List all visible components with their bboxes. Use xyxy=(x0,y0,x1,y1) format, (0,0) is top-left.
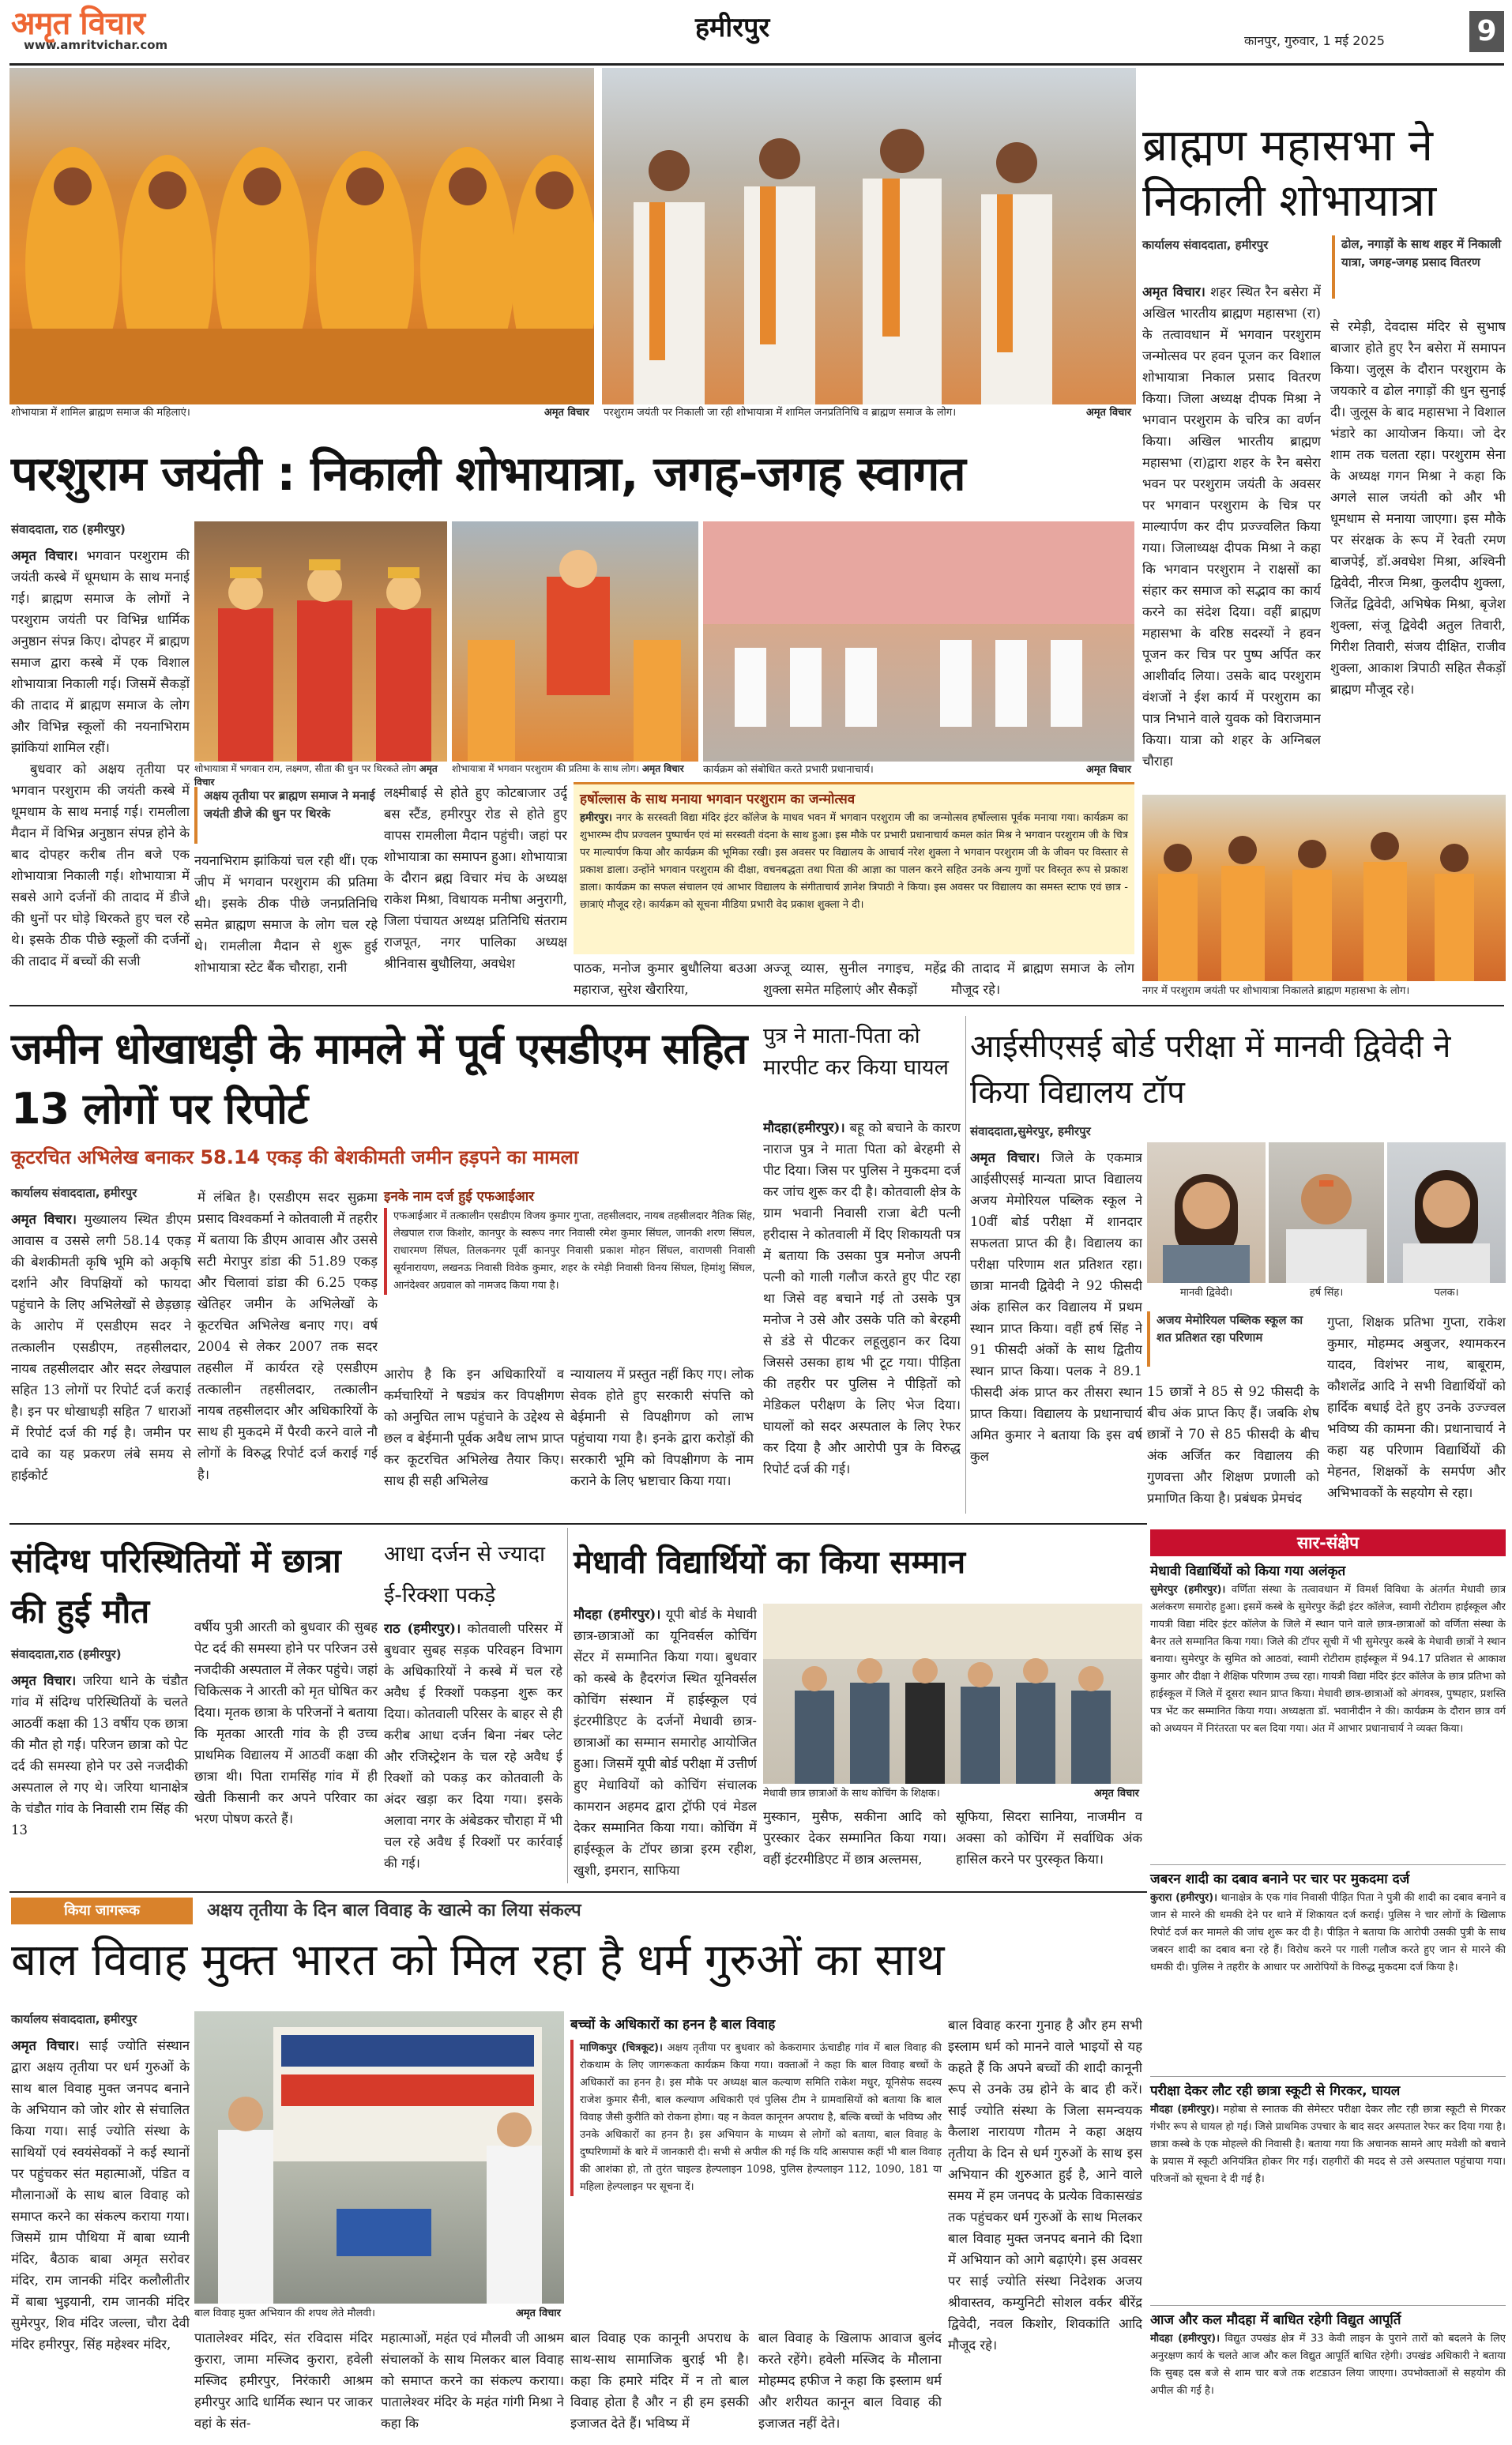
sidebar-item-dateline: कुरारा (हमीरपुर)। xyxy=(1150,1892,1218,1904)
story9-col6-text: बाल विवाह करना गुनाह है और हम सभी इस्लाम धर्म को मानने वाले भाइयों से यह कहते हैं कि अपने बच्चों की शादी कानूनी रूप से उनके उम्र होने के बाद ही करें। साई ज्योति संस्था के जिला समन्वयक कैलाश नारायण गौतम ने कहा अक्षय तृतीया के दिन से धर्म गुरुओं के साथ इस अभियान की शुरुआत हुई है, आने वाले समय में हम जनपद के प्रत्येक विकासखंड तक पहुंचकर धर्म गुरुओं के साथ मिलकर बाल विवाह मुक्त जनपद बनाने की दिशा में अभियान को आगे बढ़ाएंगे। इस अवसर पर साई ज्योति संस्था निदेशक अजय श्रीवास्तव, कम्युनिटी सोशल वर्कर बीरेंद्र द्विवेदी, नवल किशोर, शिवकांति आदि मौजूद रहे। xyxy=(948,2018,1142,2353)
story7-dateline: राठ (हमीरपुर)। xyxy=(384,1621,461,1636)
story8-col2 xyxy=(763,1806,946,1883)
sidebar-item-body xyxy=(1150,2330,1506,2433)
sidebar-item xyxy=(1150,2310,1506,2436)
story3-col2 xyxy=(197,1187,378,1510)
story4-text: बहू को बचाने के कारण नाराज पुत्र ने माता पिता को बेरहमी से पीट दिया। जिस पर पुलिस ने मुकदमा दर्ज कर जांच शुरू कर दी है। कोतवाली क्षेत्र के ग्राम भवानी निवासी राजा बेटी पत्नी हरीदास ने कोतवाली में दिए शिकायती पत्र में बताया कि उसका पुत्र मनोज अपनी पत्नी को गाली गलौज करते हुए पीट रहा था जिसे वह बचाने गई तो उसके पुत्र मनोज ने उसे और उसके पति को बेरहमी से डंडे से पीटकर लहूलुहान कर दिया जिससे उसका हाथ भी टूट गया। पीड़िता की तहरीर पर पुलिस ने पीड़ितों को मेडिकल परीक्षण के लिए भेज दिया। घायलों को सदर अस्पताल के लिए रेफर कर दिया है और आरोपी पुत्र के विरुद्ध रिपोर्ट दर्ज की गई। xyxy=(763,1120,961,1476)
story4-body xyxy=(763,1117,961,1512)
photo-idol-figures xyxy=(452,521,698,762)
story9-tagline: अक्षय तृतीया के दिन बाल विवाह के खात्मे का लिया संकल्प xyxy=(207,1901,581,1920)
sidebar-item-title: आज और कल मौदहा में बाधित रहेगी विद्युत आपूर्ति xyxy=(1150,2312,1401,2328)
photo-women-procession-figures xyxy=(9,68,594,404)
story2-byline: कार्यालय संवाददाता, हमीरपुर xyxy=(1142,238,1269,252)
photo-procession-figures xyxy=(602,68,1136,404)
photo-procession-dignitaries xyxy=(602,68,1136,404)
story1-col2-text: नयनाभिराम झांकियां चल रही थीं। एक जीप में भगवान परशुराम की प्रतिमा थी। इसके ठीक पीछे जनप्रतिनिधि समेत ब्राह्मण समाज के लोग चल रहे थे। रामलीला मैदान से शुरू हुई शोभायात्रा स्टेट बैंक चौराहा, रानी xyxy=(194,853,378,975)
photo-credit: अमृत विचार xyxy=(1085,764,1131,776)
story1-col3 xyxy=(384,782,567,994)
story3-subhead: कूटरचित अभिलेख बनाकर 58.14 एकड़ की बेशकीमती जमीन हड़पने का मामला xyxy=(11,1146,579,1168)
photo-caption xyxy=(194,762,447,788)
story3-byline: कार्यालय संवाददाता, हमीरपुर xyxy=(11,1186,137,1200)
story8-headline: मेधावी विद्यार्थियों का किया सम्मान xyxy=(574,1544,966,1581)
story8-col1-text: यूपी बोर्ड के मेधावी छात्र-छात्राओं का यूनिवर्सल कोचिंग सेंटर में सम्मानित किया गया। बुधवार को कस्बे के हैदरगंज स्थित यूनिवर्सल कोचिंग संस्थान में हाईस्कूल एवं इंटरमीडिएट के दर्जनों मेधावी छात्र-छात्राओं का सम्मान समारोह आयोजित हुआ। जिसमें यूपी बोर्ड परीक्षा में उत्तीर्ण हुए मेधावियों को कोचिंग संचालक कामरान अहमद द्वारा ट्रॉफी एवं मेडल देकर सम्मानित किया गया। कोचिंग में हाईस्कूल के टॉपर छात्रा इरम रहीश, खुशी, इमरान, साफिया xyxy=(574,1607,757,1878)
story3-col1-text: मुख्यालय स्थित डीएम आवास व उससे लगी 58.14 एकड़ की बेशकीमती कृषि भूमि को अकृषि दर्शाने और विपक्षियों को फायदा पहुंचाने के लिए अभिलेखों से छेड़छाड़ के आरोप में एसडीएम सदर ने तत्कालीन एसडीएम, तहसीलदार, नायब तहसीलदार और सदर लेखपाल सहित 13 लोगों पर रिपोर्ट दर्ज कराई है। इन पर धोखाधड़ी सहित 7 धाराओं में रिपोर्ट दर्ज की गई है। जमीन पर दावे का यह प्रकरण लंबे समय से हाईकोर्ट xyxy=(11,1212,191,1483)
story9-box-dateline: माणिकपुर (चित्रकूट)। xyxy=(580,2042,663,2054)
photo-meritorious-students xyxy=(763,1604,1142,1784)
story9-byline: कार्यालय संवाददाता, हमीरपुर xyxy=(11,2012,137,2026)
story4-dateline: मौदहा(हमीरपुर)। xyxy=(763,1120,845,1135)
story1-col5 xyxy=(763,957,946,997)
sidebar-item-text: वर्णिता संस्था के तत्वावधान में विमर्श विविधा के अंतर्गत मेधावी छात्र अलंकरण समारोह हुआ। इसमें कस्बे के सुमेरपुर केंद्री इंटर कॉलेज, स्वामी रोटीराम हाईस्कूल और गायत्री विद्या मंदिर इंटर कॉलेज के जिले में स्थान पाने वाले छात्र-छात्राओं को वर्णिता संस्था के बैनर तले सम्मानित किया गया। जिले की टॉपर सूची में भी सुमेरपुर कस्बे के मेधावी छात्रों ने स्थान बनाया। सुमेरपुर के सुमित को आठवां, स्वामी रोटीराम हाईस्कूल में 94.17 प्रतिशत से आकाश कुमार और दीक्षा ने शैक्षिक परिणाम उच्च रहा। गायत्री विद्या मंदिर इंटर कॉलेज के छात्र प्रतिभा को हाईस्कूल में जिले में दूसरा स्थान प्राप्त किया। मेधावी छात्र-छात्राओं को अंगवस्त्र, पुष्पहार, प्रशस्ति पत्र भेंट कर सम्मानित किया गया। अध्यक्षता डॉ. भवानीदीन ने की। कार्यक्रम के दौरान छात्र वर्ग को अध्ययन में निरंतरता पर बल दिया गया। अंत में आभार प्रधानाचार्य ने व्यक्त किया। xyxy=(1150,1584,1506,1735)
story4-headline: पुत्र ने माता-पिता को मारपीट कर किया घायल xyxy=(763,1024,949,1080)
story5-byline: संवाददाता,सुमेरपुर, हमीरपुर xyxy=(970,1124,1091,1138)
photo-child-marriage-pledge xyxy=(194,2011,564,2304)
story6-col2 xyxy=(194,1616,378,1883)
story3-col2-text: में लंबित है। एसडीएम सदर सुक्रमा प्रसाद विश्वकर्मा ने कोतवाली में तहरीर में बताया कि डीएम आवास और उससे सटी मेरापुर डांडा की 51.89 एकड़ और चिलावां डांडा की 6.25 एकड़ खेतिहर जमीन के अभिलेखों के कूटरचित अभिलेख बनाए गए। वर्ष 2004 से लेकर 2007 तक सदर तहसील में कार्यरत रहे एसडीएम तत्कालीन तहसीलदार, तत्कालीन नायब तहसीलदार और अधिकारियों के साथ ही मुकदमे में पैरवी करने वाले नौ लोगों के विरुद्ध रिपोर्ट दर्ज कराई गई है। xyxy=(197,1190,378,1482)
photo-credit: अमृत विचार xyxy=(515,2308,561,2319)
story6-col2-text: वर्षीय पुत्री आरती को बुधवार की सुबह पेट दर्द की समस्या होने पर परिजन उसे नजदीकी अस्पताल में लेकर पहुंचे। जहां चिकित्सक ने आरती को मृत घोषित कर दिया। मृतक छात्रा के परिजनों ने बताया कि मृतका आरती गांव के ही उच्च प्राथमिक विद्यालय में आठवीं कक्षा की छात्रा थी। पिता रामसिंह गांव में ही खेती किसानी कर अपने परिवार का भरण पोषण करते हैं। xyxy=(194,1619,378,1826)
sidebar-divider xyxy=(1150,1864,1506,1865)
photo-caption: मानवी द्विवेदी। xyxy=(1179,1287,1233,1299)
portrait-manvi xyxy=(1147,1142,1266,1283)
story1-col6-text: की तादाद में ब्राह्मण समाज के लोग मौजूद रहे। xyxy=(951,961,1134,997)
story2-col1 xyxy=(1142,281,1321,791)
box1-title: हर्षोल्लास के साथ मनाया भगवान परशुराम का जन्मोत्सव xyxy=(580,792,856,807)
photo-ram-sita-tableau xyxy=(194,521,447,762)
caption-text: परशुराम जयंती पर निकाली जा रही शोभायात्रा में शामिल जनप्रतिनिधि व ब्राह्मण समाज के लोग। xyxy=(604,407,957,419)
story1-headline: परशुराम जयंती : निकाली शोभायात्रा, जगह-जगह स्वागत xyxy=(11,446,965,502)
story2-pullquote-box xyxy=(1332,235,1506,299)
masthead-url: www.amritvichar.com xyxy=(24,38,168,52)
story8-col3-text: सूफिया, सिदरा सानिया, नाजमीन व अक्सा को कोचिंग में सर्वाधिक अंक हासिल करने पर पुरस्कृत किया। xyxy=(956,1809,1142,1867)
photo-caption xyxy=(763,1785,1142,1803)
caption-text: कार्यक्रम को संबोधित करते प्रभारी प्रधानाचार्य। xyxy=(703,764,874,776)
caption-text: शोभायात्रा में शामिल ब्राह्मण समाज की महिलाएं। xyxy=(11,407,190,419)
story3-col4 xyxy=(570,1364,754,1512)
story2-lead: अमृत विचार। xyxy=(1142,284,1205,299)
story6-lead: अमृत विचार। xyxy=(11,1673,77,1688)
photo-parshuram-idol xyxy=(452,521,698,762)
story3-col1 xyxy=(11,1209,191,1512)
story6-col1-text: जरिया थाने के चंडौत गांव में संदिग्ध परिस्थितियों के चलते आठवीं कक्षा की 13 वर्षीय एक छात्रा की मौत हो गई। परिजन छात्रा को पेट दर्द की समस्या होने पर उसे नजदीकी अस्पताल ले गए थे। जरिया थानाक्षेत्र के चंडौत गांव के निवासी राम सिंह की 13 xyxy=(11,1673,188,1838)
sidebar-item-title: जबरन शादी का दबाव बनाने पर चार पर मुकदमा दर्ज xyxy=(1150,1871,1410,1887)
photo-caption: नगर में परशुराम जयंती पर शोभायात्रा निकालते ब्राह्मण महासभा के लोग। xyxy=(1142,985,1410,997)
photo-harsh-singh xyxy=(1269,1142,1384,1283)
sidebar-item xyxy=(1150,1869,1506,2073)
story2-col2 xyxy=(1330,316,1506,790)
masthead xyxy=(0,0,1512,65)
sidebar-item-text: विद्युत उपखंड क्षेत्र में 33 केवी लाइन के पुराने तारों को बदलने के लिए अनुरक्षण कार्य के चलते आज और कल विद्युत आपूर्ति बाधित रहेगी। उपखंड अधिकारी ने बताया कि सुबह दस बजे से शाम चार बजे तक शटडाउन लिया जाएगा। उपभोक्ताओं से सहयोग की अपील की गई है। xyxy=(1150,2333,1506,2397)
photo-manvi-dwivedi xyxy=(1147,1142,1266,1283)
masthead-logo: अमृत विचार xyxy=(11,6,145,42)
masthead-rule xyxy=(9,63,1504,66)
story9-col5 xyxy=(758,2327,942,2438)
story9-col2-text: पातालेश्वर मंदिर, संत रविदास मंदिर कुरारा, जामा मस्जिद कुरारा, हवेली मस्जिद हमीरपुर, निरंकारी आश्रम हमीरपुर आदि धार्मिक स्थान पर जाकर वहां के संत- xyxy=(194,2330,373,2431)
photo-palak xyxy=(1387,1142,1506,1283)
portrait-harsh xyxy=(1269,1142,1384,1283)
story7-headline-l1: आधा दर्जन से ज्यादा xyxy=(384,1542,545,1567)
story3-col3 xyxy=(384,1364,564,1512)
sidebar-item-title: परीक्षा देकर लौट रही छात्रा स्कूटी से गिरकर, घायल xyxy=(1150,2083,1401,2099)
story1-col1 xyxy=(11,545,190,995)
story5-headline: आईसीएसई बोर्ड परीक्षा में मानवी द्विवेदी ने किया विद्यालय टॉप xyxy=(970,1029,1451,1111)
sidebar-item-dateline: मौदहा (हमीरपुर)। xyxy=(1150,2104,1220,2116)
story9-col4 xyxy=(570,2327,749,2438)
story8-col3 xyxy=(956,1806,1142,1883)
story5-lead: अमृत विचार। xyxy=(970,1150,1040,1165)
story9-headline: बाल विवाह मुक्त भारत को मिल रहा है धर्म गुरुओं का साथ xyxy=(11,1935,945,1986)
photo-caption xyxy=(11,404,592,422)
story1-col1-text: भगवान परशुराम की जयंती कस्बे में धूमधाम के साथ मनाई गई। ब्राह्मण समाज के लोगों ने परशुराम जयंती पर विभिन्न धार्मिक अनुष्ठान संपन्न किए। दोपहर में ब्राह्मण समाज द्वारा कस्बे में एक विशाल शोभायात्रा निकाली गई। जिसमें सैकड़ों की तादाद में ब्राह्मण समाज के लोग और विभिन्न स्कूलों की नयनाभिराम झांकियां शामिल रहीं। xyxy=(11,548,190,755)
sidebar-item-body xyxy=(1150,1890,1506,2070)
story7-text: कोतवाली परिसर में बुधवार सुबह सड़क परिवहन विभाग के अधिकारियों ने कस्बे में चल रहे अवैध ई रिक्शों पकड़ना शुरू कर दिया। कोतवाली परिसर के बाहर से ही करीब आधा दर्जन बिना नंबर प्लेट और रजिस्ट्रेशन के चल रहे अवैध ई रिक्शों को पकड़ कर कोतवाली के अंदर खड़ा कर दिया गया। इसके अलावा नगर के अंबेडकर चौराहा में भी चल रहे अवैध ई रिक्शों पर कार्रवाई की गई। xyxy=(384,1621,562,1871)
story9-box-body xyxy=(570,2040,942,2196)
story1-col6 xyxy=(951,957,1134,997)
story6-byline: संवाददाता,राठ (हमीरपुर) xyxy=(11,1647,122,1661)
story2-col2-text: से रमेड़ी, देवदास मंदिर से सुभाष बाजार होते हुए रैन बसेरा में समापन किया। जुलूस के दौरान परशुराम के जयकारे व ढोल नगाड़ों की धुन सुनाई दी। जुलूस के बाद महासभा ने विशाल भंडारे का आयोजन किया। जो देर शाम तक चलता रहा। परशुराम सेना के अध्यक्ष गगन मिश्रा ने कहा कि अगले साल जयंती को और भी धूमधाम से मनाया जाएगा। इस मौके पर संरक्षक के रूप में रेवती रमण बाजपेई, डॉ.अवधेश मिश्रा, अश्विनी द्विवेदी, नीरज मिश्रा, कुलदीप शुक्ला, जितेंद्र द्विवेदी, अभिषेक मिश्रा, बृजेश शुक्ला, संजू द्विवेदी अतुल तिवारी, गिरीश तिवारी, संजय दीक्षित, राजीव शुक्ला, आकाश त्रिपाठी सहित सैकड़ों ब्राह्मण मौजूद रहे। xyxy=(1330,319,1506,697)
caption-text: शोभायात्रा में भगवान परशुराम की प्रतिमा के साथ लोग। xyxy=(452,763,640,774)
story9-col6 xyxy=(948,2014,1142,2438)
story1-col5-text: अज्जू व्यास, सुनील नगाइच, महेंद्र शुक्ला समेत महिलाएं और सैकड़ों xyxy=(763,961,946,997)
box1-text: नगर के सरस्वती विद्या मंदिर इंटर कॉलेज के माधव भवन में भगवान परशुराम जी का जन्मोत्सव हर्षोल्लास पूर्वक मनाया गया। कार्यक्रम का शुभारम्भ दीप प्रज्वलन पुष्पार्चन एवं मां सरस्वती वंदना के साथ हुआ। इस मौके पर प्रभारी प्रधानाचार्य कमल कांत मिश्र ने भगवान परशुराम जी के चित्र पर माल्यार्पण किया और कार्यक्रम की भूमिका रखी। इस अवसर पर विद्यालय के आचार्य नरेश शुक्ला ने भगवान परशुराम जी के जीवन पर विस्तार से प्रकाश डाला। उन्होंने भगवान परशुराम की दीक्षा, वचनबद्धता तथा पिता की आज्ञा का पालन करने सहित उनके अन्य गुणों पर विस्तृत रूप से प्रकाश डाला। कार्यक्रम का सफल संचालन एवं आभार विद्यालय के संगीताचार्य ज्ञानेश त्रिपाठी ने किया। इस अवसर पर विद्यालय का समस्त स्टाफ एवं छात्र - छात्राएं मौजूद रहे। कार्यक्रम को सूचना मीडिया प्रभारी वेद प्रकाश शुक्ला ने दी। xyxy=(580,812,1128,911)
story9-col3-text: महात्माओं, महंत एवं मौलवी जी आश्रम संचालकों के साथ मिलकर बाल विवाह को समाप्त करने का संकल्प कराया। पातालेश्वर मंदिर के महंत गांगी मिश्रा ने कहा कि xyxy=(381,2330,564,2431)
story9-col5-text: बाल विवाह के खिलाफ आवाज बुलंद करते रहेंगे। हवेली मस्जिद के मौलाना मोहम्मद हफीज ने कहा कि इस्लाम धर्म और शरीयत कानून बाल विवाह की इजाजत नहीं देते। xyxy=(758,2330,942,2431)
story1-pullquote: अक्षय तृतीया पर ब्राह्मण समाज ने मनाई जयंती डीजे की धुन पर थिरके xyxy=(204,788,375,821)
dateline: कानपुर, गुरुवार, 1 मई 2025 xyxy=(1244,33,1385,48)
story1-col1b-text: बुधवार को अक्षय तृतीया पर भगवान परशुराम की जयंती कस्बे में धूमधाम के साथ मनाई गई। रामलीला मैदान में विभिन्न अनुष्ठान संपन्न होने के बाद दोपहर करीब तीन बजे एक शोभायात्रा निकाली गई। शोभायात्रा में सबसे आगे दर्जनों की तादाद में डीजे की धुनों पर घोड़े थिरकते हुए चल रहे थे। इसके ठीक पीछे स्कूलों की दर्जनों की तादाद में बच्चों की सजी xyxy=(11,762,190,969)
photo-credit: अमृत विचार xyxy=(1085,407,1131,419)
story1-col3-text: लक्ष्मीबाई से होते हुए कोटबाजार उर्दू बस स्टैंड, हमीरपुर रोड से होते हुए वापस रामलीला मैदान पहुंची। जहां पर शोभायात्रा का समापन हुआ। शोभायात्रा के दौरान ब्रह्म विचार मंच के अध्यक्ष राकेश मिश्रा, विधायक मनीषा अनुरागी, जिला पंचायत अध्यक्ष प्रतिनिधि संतराम राजपूत, नगर पालिका अध्यक्ष श्रीनिवास बुधौलिया, अवधेश xyxy=(384,785,567,971)
story5-pullquote-box xyxy=(1147,1311,1319,1367)
story3-col3-text: आरोप है कि इन अधिकारियों व कर्मचारियों ने षड्यंत्र कर विपक्षीगण को अनुचित लाभ पहुंचाने के उद्देश्य से छल व बेईमानी पूर्वक अवैध लाभ प्राप्त कर कूटरचित अभिलेख तैयार किए। साथ ही सही अभिलेख xyxy=(384,1367,564,1488)
photo-brahmin-mahasabha xyxy=(1142,795,1506,981)
story9-box xyxy=(570,2014,942,2323)
section-divider xyxy=(9,1891,1147,1893)
story5-col2-text: 15 छात्रों ने 85 से 92 फीसदी के बीच अंक प्राप्त किए हैं। जबकि शेष छात्रों ने 70 से 85 फीसदी के बीच अंक अर्जित कर विद्यालय की गुणवत्ता और शिक्षण प्रणाली को प्रमाणित किया है। प्रबंधक प्रेमचंद xyxy=(1147,1384,1319,1506)
story3-names-box xyxy=(384,1187,755,1359)
photo-credit: अमृत विचार xyxy=(194,763,438,788)
sidebar-divider xyxy=(1150,2076,1506,2077)
story9-kicker: किया जागरूक xyxy=(11,1898,193,1924)
story9-box-title: बच्चों के अधिकारों का हनन है बाल विवाह xyxy=(570,2017,776,2033)
photo-school-event xyxy=(703,521,1134,762)
section-divider xyxy=(9,1005,1504,1006)
story7-headline-l2: ई-रिक्शा पकड़े xyxy=(384,1583,496,1608)
sidebar-label: सार-संक्षेप xyxy=(1150,1529,1506,1556)
story8-dateline: मौदहा (हमीरपुर)। xyxy=(574,1607,661,1622)
box1-dateline: हमीरपुर। xyxy=(580,812,612,824)
story3-lead: अमृत विचार। xyxy=(11,1212,77,1227)
sidebar-item-dateline: मौदहा (हमीरपुर)। xyxy=(1150,2333,1221,2345)
photo-pledge-figures xyxy=(194,2011,564,2304)
story5-col1-text: जिले के एकमात्र आईसीएसई मान्यता प्राप्त विद्यालय अजय मेमोरियल पब्लिक स्कूल ने 10वीं बोर्ड परीक्षा में शानदार सफलता प्राप्त की है। विद्यालय का परीक्षा परिणाम शत प्रतिशत रहा। छात्रा मानवी द्विवेदी ने 92 फीसदी अंक हासिल कर विद्यालय में प्रथम स्थान प्राप्त किया। वहीं हर्ष सिंह ने 91 फीसदी अंकों के साथ द्वितीय स्थान प्राप्त किया। पलक ने 89.1 फीसदी अंक प्राप्त कर तीसरा स्थान प्राप्त किया। विद्यालय के प्रधानाचार्य अमित कुमार ने बताया कि इस वर्ष कुल xyxy=(970,1150,1142,1464)
caption-text: मेधावी छात्र छात्राओं के साथ कोचिंग के शिक्षक। xyxy=(763,1788,940,1800)
story2-headline: ब्राह्मण महासभा ने निकाली शोभायात्रा xyxy=(1142,120,1437,227)
column-divider xyxy=(965,1016,966,1514)
sidebar-item xyxy=(1150,1561,1506,1861)
story1-lead: अमृत विचार। xyxy=(11,548,78,563)
sidebar-item-title: मेधावी विद्यार्थियों को किया गया अलंकृत xyxy=(1150,1563,1346,1579)
story1-col4-text: पाठक, मनोज कुमार बुधौलिया बउआ महाराज, सुरेश खैरारिया, xyxy=(574,961,757,997)
sidebar-item-body xyxy=(1150,1582,1506,1858)
sidebar-item-text: महोबा से स्नातक की सेमेस्टर परीक्षा देकर लौट रही छात्रा स्कूटी से गिरकर गंभीर रूप से घायल हो गई। जिसे प्राथमिक उपचार के बाद सदर अस्पताल रेफर कर दिया गया है। छात्रा कस्बे के एक मोहल्ले की निवासी है। बताया गया कि अचानक सामने आए मवेशी को बचाने के प्रयास में स्कूटी अनियंत्रित होकर गिर गई। राहगीरों की मदद से उसे अस्पताल पहुंचाया गया। परिजनों को सूचना दे दी गई है। xyxy=(1150,2104,1506,2185)
sidebar-item xyxy=(1150,2081,1506,2302)
story9-col1-text: साई ज्योति संस्थान द्वारा अक्षय तृतीया पर धर्म गुरुओं के साथ बाल विवाह मुक्त जनपद बनाने के अभियान को जोर शोर से संचालित किया गया। साई ज्योति संस्था के साथियों एवं स्वयंसेवकों ने कई स्थानों पर पहुंचकर संत महात्माओं, पंडित व मौलानाओं के साथ बाल विवाह को समाप्त करने का संकल्प कराया गया। जिसमें ग्राम पौथिया में बाबा ध्यानी मंदिर, बैठाक बाबा अमृत सरोवर मंदिर, राम जानकी मंदिर कलौलीतीर में बाबा भुइयानी, राम जानकी मंदिर सुमेरपुर, शिव मंदिर जल्ला, चौरा देवी मंदिर हमीरपुर, सिंह महेश्वर मंदिर, xyxy=(11,2038,190,2352)
photo-caption xyxy=(452,762,698,779)
photo-credit: अमृत विचार xyxy=(543,407,589,419)
story1-pullquote-box xyxy=(194,787,378,844)
caption-text: शोभायात्रा में भगवान राम, लक्ष्मण, सीता की धुन पर थिरकते लोग xyxy=(194,763,416,774)
caption-text: बाल विवाह मुक्त अभियान की शपथ लेते मौलवी। xyxy=(194,2308,375,2319)
sidebar-divider xyxy=(1150,2305,1506,2306)
photo-school-figures xyxy=(703,521,1134,762)
story3-headline: जमीन धोखाधड़ी के मामले में पूर्व एसडीएम सहित 13 लोगों पर रिपोर्ट xyxy=(11,1024,747,1134)
photo-caption xyxy=(194,2305,564,2323)
story3-box-title: इनके नाम दर्ज हुई एफआईआर xyxy=(384,1189,535,1205)
photo-credit: अमृत विचार xyxy=(1093,1788,1139,1800)
story3-box-text: एफआईआर में तत्कालीन एसडीएम विजय कुमार गुप्ता, तहसीलदार, नायब तहसीलदार नैतिक सिंह, लेखपाल राज किशोर, कानपुर के स्वरूप नगर निवासी रमेश कुमार सिंघल, जानकी शरण सिंघल, राधारमण सिंघल, तिलकनगर पूर्वी कानपुर निवासी प्रकाश मोहन सिंघल, वाराणसी निवासी सूर्यनारायण, लखनऊ निवासी विवेक कुमार, शहर के रमेड़ी निवासी विनय सिंघल, हिमांशु सिंघल, आनंदेश्वर अग्रवाल को नामजद किया गया है। xyxy=(384,1208,755,1295)
story5-col3-text: गुप्ता, शिक्षक प्रतिभा गुप्ता, राकेश कुमार, मोहम्मद अबुजर, श्यामकरन यादव, विशंभर नाथ, बाबूराम, कौशलेंद्र आदि ने सभी विद्यार्थियों को हार्दिक बधाई देते हुए उनके उज्ज्वल भविष्य की कामना की। प्रधानाचार्य ने कहा यह परिणाम विद्यार्थियों की मेहनत, शिक्षकों के समर्पण और अभिभावकों के सहयोग से रहा। xyxy=(1327,1315,1506,1500)
portrait-palak xyxy=(1387,1142,1506,1283)
photo-mahasabha-figures xyxy=(1142,795,1506,981)
story2-col1-text: शहर स्थित रैन बसेरा में अखिल भारतीय ब्राह्मण महासभा (रा) के तत्वावधान में भगवान परशुराम जन्मोत्सव पर हवन पूजन कर विशाल शोभायात्रा निकाल प्रसाद वितरण किया। जिला अध्यक्ष दीपक मिश्रा ने भगवान परशुराम के चरित्र का वर्णन किया। अखिल भारतीय ब्राह्मण महासभा (रा)द्वारा शहर के रैन बसेरा भवन पर परशुराम जयंती के अवसर पर भगवान परशुराम के चित्र पर माल्यार्पण कर दीप प्रज्ज्वलित किया गया। जिलाध्यक्ष दीपक मिश्रा ने कहा कि भगवान परशुराम ने राक्षसों का संहार कर समाज को सद्भाव का कार्य करने का संदेश दिया। वहीं ब्राह्मण महासभा के वरिष्ठ सदस्यों ने हवन पूजन कर चित्र पर पुष्प अर्पित कर आशीर्वाद लिया। उसके बाद परशुराम वंशजों ने ईश कार्य में परशुराम का पात्र निभाने वाले युवक को विराजमान किया। यात्रा को शहर के अग्निबल चौराहा xyxy=(1142,284,1321,769)
column-divider xyxy=(567,1528,568,1883)
story9-box-text: अक्षय तृतीया पर बुधवार को केकरामार ऊंचाडीह गांव में बाल विवाह की रोकथाम के लिए जागरूकता कार्यक्रम किया गया। वक्ताओं ने कहा कि बाल विवाह बच्चों के अधिकारों का हनन है। इस मौके पर अध्यक्ष बाल कल्याण समिति राकेश मधुर, यूनिसेफ सदस्य राजेश कुमार सैनी, बाल कल्याण अधिकारी एवं पुलिस टीम ने ग्रामवासियों को बताया कि बाल विवाह जैसी कुरीति को रोकना होगा। यह न केवल कानूनन अपराध है, बल्कि बच्चों के भविष्य और उनके अधिकारों का हनन है। इस अभियान के माध्यम से लोगों को बताया, बाल विवाह के दुष्परिणामों के बारे में जानकारी दी। सभी से अपील की गई कि यदि आसपास कहीं भी बाल विवाह की आशंका हो, तो तुरंत चाइल्ड हेल्पलाइन 1098, पुलिस हेल्पलाइन 112, 1090, 181 या महिला हेल्पलाइन पर सूचना दें। xyxy=(580,2042,942,2193)
story8-col2-text: मुस्कान, मुसैफ, सकीना आदि को पुरस्कार देकर सम्मानित किया गया। वहीं इंटरमीडिएट में छात्र अल्तमस, xyxy=(763,1809,946,1867)
photo-students-figures xyxy=(763,1604,1142,1784)
story7-body xyxy=(384,1618,562,1883)
story9-col4-text: बाल विवाह एक कानूनी अपराध के साथ-साथ सामाजिक बुराई भी है। कहा कि हमारे मंदिर में न तो बाल विवाह होता है और न ही हम इसकी इजाजत देते हैं। भविष्य में xyxy=(570,2330,749,2431)
sidebar-item-text: थानाक्षेत्र के एक गांव निवासी पीड़ित पिता ने पुत्री की शादी का दबाव बनाने व जान से मारने की धमकी देने पर थाने में शिकायत दर्ज कराई। पुलिस ने चार लोगों के खिलाफ रिपोर्ट दर्ज कर मामले की जांच शुरू कर दी है। पीड़ित ने बताया कि आरोपी उसकी पुत्री के साथ जबरन शादी का दबाव बना रहे हैं। विरोध करने पर गाली गलौज करते हुए जान से मारने की धमकी दी। पुलिस ने तहरीर के आधार पर आरोपियों के विरुद्ध मुकदमा दर्ज किया है। xyxy=(1150,1892,1506,1973)
story3-col4-text: न्यायालय में प्रस्तुत नहीं किए गए। लोक सेवक होते हुए सरकारी संपत्ति को बेईमानी से विपक्षीगण को लाभ पहुंचाया गया है। इनके द्वारा करोड़ों की सरकारी भूमि को विपक्षीगण के नाम कराने के लिए भ्रष्टाचार किया गया। xyxy=(570,1367,754,1488)
story1-col2 xyxy=(194,850,378,994)
sidebar-item-body xyxy=(1150,2101,1506,2299)
photo-caption: हर्ष सिंह। xyxy=(1309,1287,1344,1299)
photo-caption xyxy=(604,404,1134,422)
box-parshuram-birth-celebration xyxy=(574,782,1134,954)
story5-col1 xyxy=(970,1147,1142,1512)
sidebar-item-dateline: सुमेरपुर (हमीरपुर)। xyxy=(1150,1584,1226,1596)
photo-women-procession xyxy=(9,68,594,404)
section-title: हमीरपुर xyxy=(695,12,770,43)
photo-tableau-figures xyxy=(194,521,447,762)
story9-col1 xyxy=(11,2035,190,2438)
story5-col2 xyxy=(1147,1381,1319,1512)
story9-col3 xyxy=(381,2327,564,2438)
story6-headline: संदिग्ध परिस्थितियों में छात्रा की हुई मौत xyxy=(11,1541,341,1631)
story1-byline: संवाददाता, राठ (हमीरपुर) xyxy=(11,522,126,536)
story5-pullquote: अजय मेमोरियल पब्लिक स्कूल का शत प्रतिशत रहा परिणाम xyxy=(1157,1313,1303,1345)
story6-col1 xyxy=(11,1670,188,1883)
page-number: 9 xyxy=(1469,11,1504,52)
story5-col3 xyxy=(1327,1311,1506,1512)
section-divider xyxy=(9,1523,1147,1525)
story8-col1 xyxy=(574,1604,757,1883)
story1-col4 xyxy=(574,957,757,997)
story2-pullquote: ढोल, नगाड़ों के साथ शहर में निकाली यात्रा, जगह-जगह प्रसाद वितरण xyxy=(1341,237,1502,269)
story9-col2 xyxy=(194,2327,373,2438)
photo-caption: पलक। xyxy=(1434,1287,1459,1299)
photo-caption xyxy=(703,762,1134,779)
photo-credit: अमृत विचार xyxy=(641,763,684,774)
story9-lead: अमृत विचार। xyxy=(11,2038,80,2053)
box1-body xyxy=(580,810,1128,914)
